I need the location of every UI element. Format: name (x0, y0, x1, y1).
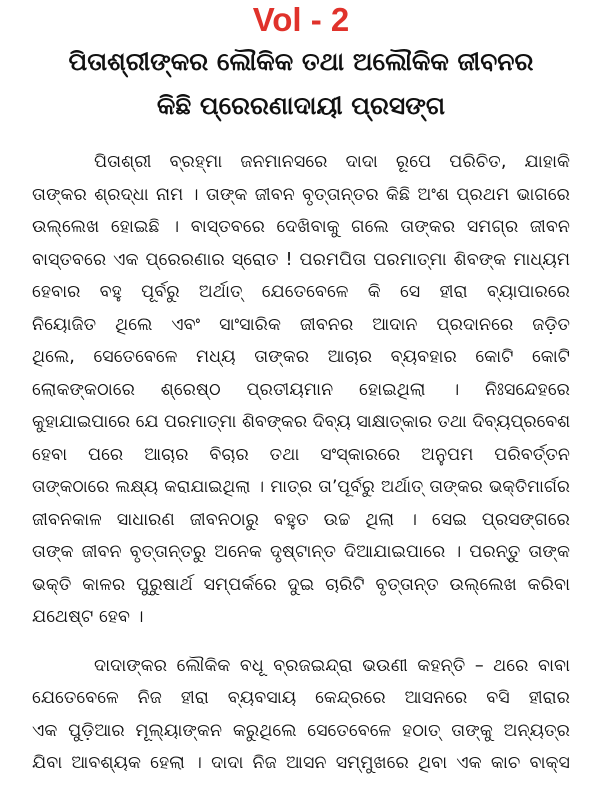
text-line: ତାଙ୍କର ଶ୍ରଦ୍ଧା ନାମ । ତାଙ୍କ ଜୀବନ ବୃତ୍ତାନ୍ତର କିଛି ଅଂଶ ପ୍ରଥମ ଭାଗରେ (32, 184, 570, 205)
text-line: ଲୋକଙ୍କଠାରେ ଶ୍ରେଷ୍ଠ ପ୍ରତୀୟମାନ ହୋଇଥିଲା । ନିଃସନ୍ଦେହରେ (32, 379, 570, 400)
text-line: ଥିଲେ, ସେତେବେଳେ ମଧ୍ୟ ତାଙ୍କର ଆଚାର ବ୍ୟବହାର କୋଟି କୋଟି (32, 347, 570, 367)
paragraph-1 (32, 146, 570, 634)
text-line: ବାସ୍ତବରେ ଏକ ପ୍ରେରଣାର ସ୍ରୋତ ! ପରମପିତା ପରମାତ୍ମା ଶିବଙ୍କ ମାଧ୍ୟମ (32, 249, 570, 270)
text-line: ଏକ ପୁଡ଼ିଆର ମୂଲ୍ୟାଙ୍କନ କରୁଥିଲେ ସେତେବେଳେ ହଠାତ୍ ତାଙ୍କୁ ଅନ୍ୟତ୍ର (32, 720, 570, 741)
text-line: ତାଙ୍କଠାରେ ଲକ୍ଷ୍ୟ କରାଯାଇଥିଲା । ମାତ୍ର ତା’ପୂର୍ବରୁ ଅର୍ଥାତ୍ ତାଙ୍କର ଭକ୍ତିମାର୍ଗର (32, 477, 570, 497)
text-line: ଦାଦାଙ୍କର ଲୌକିକ ବଧୂ ବ୍ରଜଇନ୍ଦ୍ରା ଭଉଣୀ କହନ୍ତି – ଥରେ ବାବା (94, 655, 570, 676)
text-line: ହେବା ପରେ ଆଚାର ବିଚାର ତଥା ସଂସ୍କାରରେ ଅନୁପମ ପରିବର୍ତ୍ତନ (32, 444, 570, 465)
text-line: ଭକ୍ତି କାଳର ପୁରୁଷାର୍ଥ ସମ୍ପର୍କରେ ଦୁଇ ଚାରିଟି ବୃତ୍ତାନ୍ତ ଉଲ୍ଲେଖ କରିବା (32, 574, 570, 595)
text-line: ହେବାର ବହୁ ପୂର୍ବରୁ ଅର୍ଥାତ୍ ଯେତେବେଳେ କି ସେ ହୀରା ବ୍ୟାପାରରେ (32, 282, 570, 302)
text-line: ଯଥେଷ୍ଟ ହେବ । (32, 607, 144, 627)
volume-label: Vol - 2 (252, 1, 350, 38)
paragraph-2 (32, 650, 570, 780)
title-line: କିଛି ପ୍ରେରଣାଦାୟୀ ପ୍ରସଙ୍ଗ (156, 91, 446, 120)
text-line: ଯେତେବେଳେ ନିଜ ହୀରା ବ୍ୟବସାୟ କେନ୍ଦ୍ରରେ ଆସନରେ ବସି ହୀରାର (32, 688, 570, 708)
document-title (32, 40, 570, 128)
text-line: ଉଲ୍ଲେଖ ହୋଇଛି । ବାସ୍ତବରେ ଦେଖିବାକୁ ଗଲେ ତାଙ୍କର ସମଗ୍ର ଜୀବନ (32, 217, 570, 237)
text-line: ପିତାଶ୍ରୀ ବ୍ରହ୍ମା ଜନମାନସରେ ଦାଦା ରୂପେ ପରିଚିତ, ଯାହାକି (94, 152, 570, 172)
text-line: ନିୟୋଜିତ ଥିଲେ ଏବଂ ସାଂସାରିକ ଜୀବନର ଆଦାନ ପ୍ରଦାନରେ ଜଡ଼ିତ (32, 314, 570, 335)
text-line: ତାଙ୍କ ଜୀବନ ବୃତ୍ତାନ୍ତରୁ ଅନେକ ଦୃଷ୍ଟାନ୍ତ ଦିଆଯାଇପାରେ । ପରନ୍ତୁ ତାଙ୍କ (32, 542, 570, 562)
text-line: କୁହାଯାଇପାରେ ଯେ ପରମାତ୍ମା ଶିବଙ୍କର ଦିବ୍ୟ ସାକ୍ଷାତ୍କାର ତଥା ଦିବ୍ୟପ୍ରବେଶ (32, 412, 570, 432)
title-line: ପିତାଶ୍ରୀଙ୍କର ଲୌକିକ ତଥା ଅଲୌକିକ ଜୀବନର (68, 47, 534, 76)
text-line: ଯିବା ଆବଶ୍ୟକ ହେଲା । ଦାଦା ନିଜ ଆସନ ସମ୍ମୁଖରେ ଥିବା ଏକ କାଚ ବାକ୍ସ (32, 753, 570, 773)
text-line: ଜୀବନକାଳ ସାଧାରଣ ଜୀବନଠାରୁ ବହୁତ ଉଚ୍ଚ ଥିଲା । ସେଇ ପ୍ରସଙ୍ଗରେ (32, 509, 570, 530)
